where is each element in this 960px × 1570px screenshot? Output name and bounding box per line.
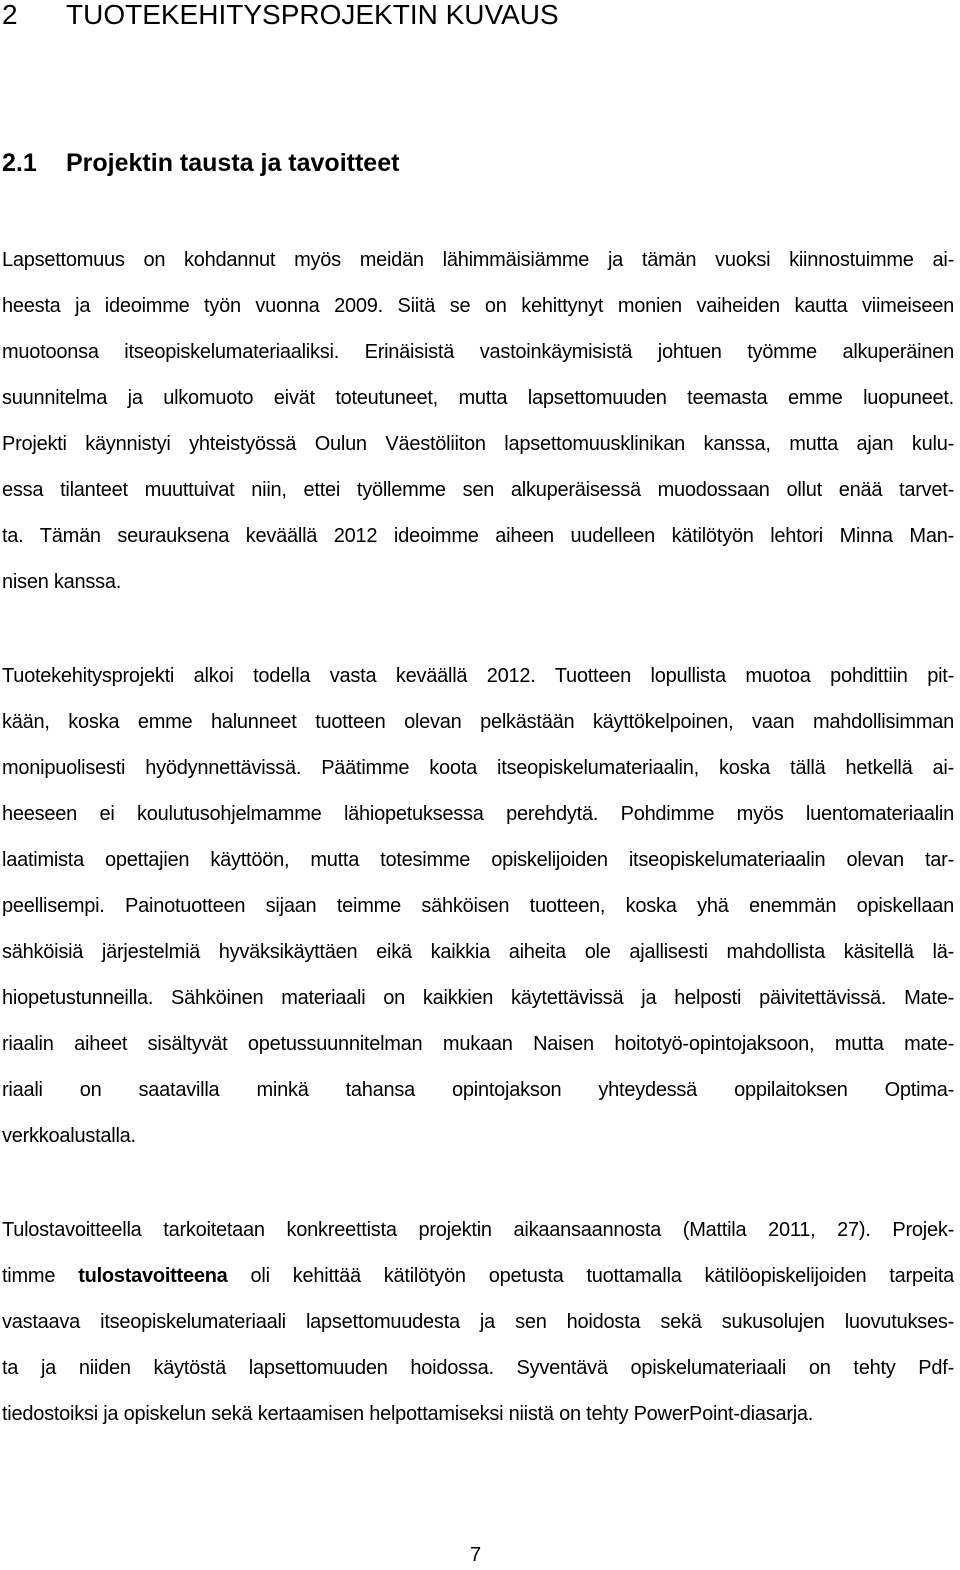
text-span: oli kehittää kätilötyön opetusta tuottamalla kätilöopiskelijoiden tarpeita bbox=[227, 1265, 954, 1287]
paragraph-3-line: ta ja niiden käytöstä lapsettomuuden hoidossa. Syventävä opiskelumateriaali on tehty Pdf- bbox=[2, 1357, 954, 1379]
text-span: timme bbox=[2, 1265, 79, 1287]
paragraph-2-line: verkkoalustalla. bbox=[2, 1125, 136, 1147]
paragraph-3-line-with-bold bbox=[2, 1264, 954, 1288]
section-number: 2.1 bbox=[2, 149, 37, 177]
paragraph-2-line: monipuolisesti hyödynnettävissä. Päätimme koota itseopiskelumateriaalin, koska tällä hetkellä ai- bbox=[2, 757, 954, 779]
chapter-title: TUOTEKEHITYSPROJEKTIN KUVAUS bbox=[66, 0, 559, 30]
chapter-heading bbox=[2, 0, 559, 30]
chapter-number: 2 bbox=[2, 0, 18, 30]
paragraph-3-line: tiedostoiksi ja opiskelun sekä kertaamisen helpottamiseksi niistä on tehty PowerPoint-diasarja. bbox=[2, 1403, 814, 1425]
paragraph-2-line: Tuotekehitysprojekti alkoi todella vasta keväällä 2012. Tuotteen lopullista muotoa pohdittiin pit- bbox=[2, 665, 954, 687]
paragraph-3-line: vastaava itseopiskelumateriaali lapsettomuudesta ja sen hoidosta sekä sukusolujen luovutukses- bbox=[2, 1311, 954, 1333]
paragraph-1-line: essa tilanteet muuttuivat niin, ettei työllemme sen alkuperäisessä muodossaan ollut enää tarvet- bbox=[2, 479, 954, 501]
paragraph-2-line: heeseen ei koulutusohjelmamme lähiopetuksessa perehdytä. Pohdimme myös luentomateriaalin bbox=[2, 803, 954, 825]
paragraph-2-line: riaalin aiheet sisältyvät opetussuunnitelman mukaan Naisen hoitotyö-opintojaksoon, mutta mate- bbox=[2, 1033, 954, 1055]
page-number: 7 bbox=[470, 1544, 482, 1566]
paragraph-1-line: muotoonsa itseopiskelumateriaaliksi. Erinäisistä vastoinkäymisistä johtuen työmme alkuperäinen bbox=[2, 341, 954, 363]
paragraph-2-line: laatimista opettajien käyttöön, mutta totesimme opiskelijoiden itseopiskelumateriaalin olevan tar- bbox=[2, 849, 954, 871]
paragraph-1-line: heesta ja ideoimme työn vuonna 2009. Siitä se on kehittynyt monien vaiheiden kautta viimeiseen bbox=[2, 295, 954, 317]
paragraph-1-line: nisen kanssa. bbox=[2, 571, 122, 593]
section-title: Projektin tausta ja tavoitteet bbox=[66, 149, 400, 177]
paragraph-1-line: Projekti käynnistyi yhteistyössä Oulun Väestöliiton lapsettomuusklinikan kanssa, mutta ajan kulu- bbox=[2, 433, 954, 455]
paragraph-2-line: peellisempi. Painotuotteen sijaan teimme sähköisen tuotteen, koska yhä enemmän opiskellaan bbox=[2, 895, 954, 917]
section-heading bbox=[2, 148, 399, 178]
paragraph-2-line: sähköisiä järjestelmiä hyväksikäyttäen eikä kaikkia aiheita ole ajallisesti mahdollista käsitellä lä- bbox=[2, 941, 954, 963]
paragraph-3-line: Tulostavoitteella tarkoitetaan konkreettista projektin aikaansaannosta (Mattila 2011, 27). Projek- bbox=[2, 1219, 954, 1241]
paragraph-1-line: Lapsettomuus on kohdannut myös meidän lähimmäisiämme ja tämän vuoksi kiinnostuimme ai- bbox=[2, 249, 954, 271]
paragraph-2-line: hiopetustunneilla. Sähköinen materiaali on kaikkien käytettävissä ja helposti päivitettävissä. Mate- bbox=[2, 987, 954, 1009]
bold-term: tulostavoitteena bbox=[78, 1265, 228, 1287]
paragraph-1-line: ta. Tämän seurauksena keväällä 2012 ideoimme aiheen uudelleen kätilötyön lehtori Minna Man- bbox=[2, 525, 954, 547]
paragraph-1-line: suunnitelma ja ulkomuoto eivät toteutuneet, mutta lapsettomuuden teemasta emme luopuneet. bbox=[2, 387, 954, 409]
paragraph-2-line: kään, koska emme halunneet tuotteen olevan pelkästään käyttökelpoinen, vaan mahdollisimman bbox=[2, 711, 954, 733]
paragraph-2-line: riaali on saatavilla minkä tahansa opintojakson yhteydessä oppilaitoksen Optima- bbox=[2, 1079, 954, 1101]
